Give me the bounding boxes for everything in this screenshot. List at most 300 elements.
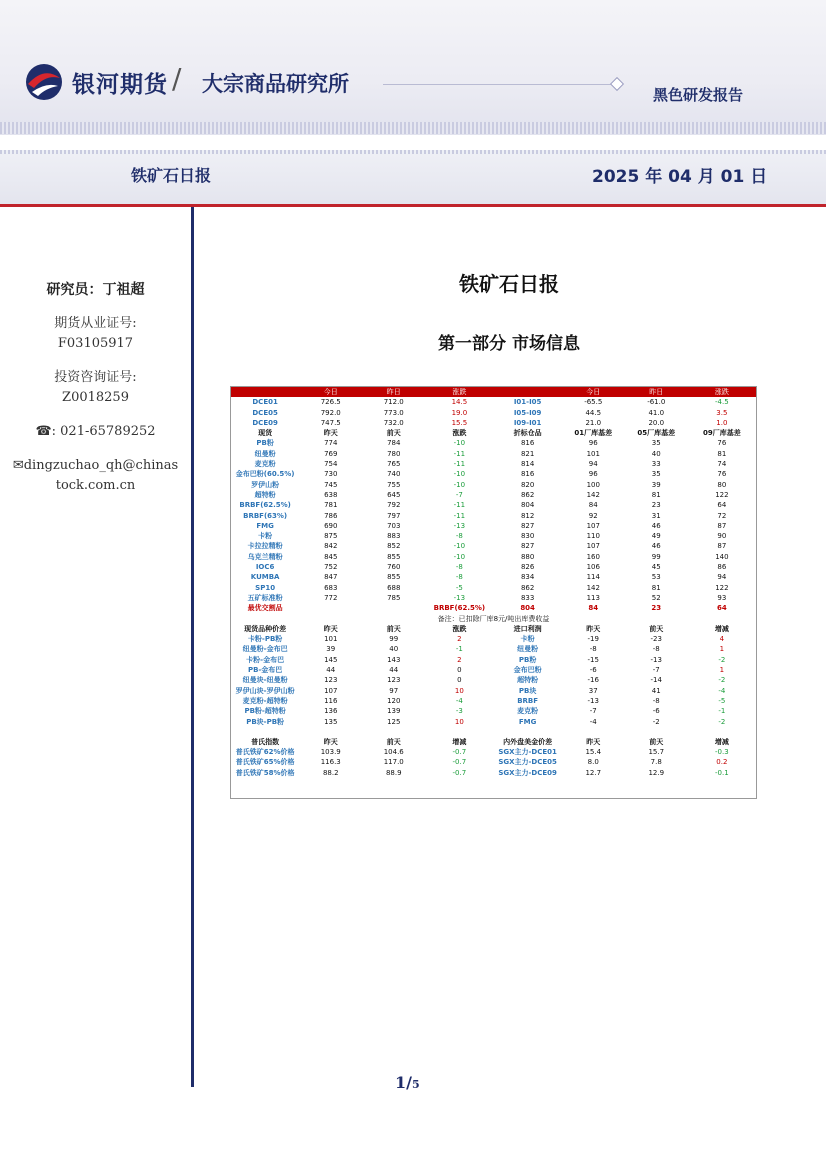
report-date: 2025 年 04 月 01 日 xyxy=(592,167,768,187)
table-cell: 涨跌 xyxy=(452,624,467,633)
table-cell: 39 xyxy=(326,645,336,654)
table-cell: -8 xyxy=(455,573,463,582)
table-row xyxy=(231,511,756,521)
table-cell: 44 xyxy=(389,666,399,675)
table-cell: 740 xyxy=(387,470,401,479)
table-cell: 99 xyxy=(651,552,661,561)
table-cell: 87 xyxy=(717,521,727,530)
table-cell: PB块-PB粉 xyxy=(246,717,285,726)
table-cell: 31 xyxy=(651,511,661,520)
table-cell: 涨跌 xyxy=(688,387,756,397)
table-cell: 内外盘美金价差 xyxy=(503,737,553,746)
table-cell: 增减 xyxy=(452,737,467,746)
table-cell: 1 xyxy=(719,666,725,675)
red-divider xyxy=(0,204,826,207)
table-cell: 81 xyxy=(651,583,661,592)
table-cell: 35 xyxy=(651,439,661,448)
table-cell: 745 xyxy=(324,480,338,489)
table-cell: -3 xyxy=(455,707,463,716)
table-cell: 139 xyxy=(387,707,401,716)
table-cell: 8.0 xyxy=(587,758,599,767)
table-cell: -0.7 xyxy=(452,748,467,757)
table-row xyxy=(231,644,756,654)
table-cell: 卡粉 xyxy=(258,532,273,541)
table-cell: -7 xyxy=(589,707,597,716)
table-cell: 23 xyxy=(651,501,661,510)
table-cell: 703 xyxy=(387,521,401,530)
table-cell: -10 xyxy=(453,439,466,448)
table-cell: 772 xyxy=(324,593,338,602)
table-row xyxy=(231,696,756,706)
table-cell: 765 xyxy=(387,460,401,469)
table-cell: 804 xyxy=(520,604,535,613)
table-cell: -8 xyxy=(652,645,660,654)
table-cell: KUMBA xyxy=(250,573,280,582)
table-cell: 116 xyxy=(324,696,338,705)
table-cell: -10 xyxy=(453,542,466,551)
table-row xyxy=(231,655,756,665)
table-cell: 834 xyxy=(520,573,535,582)
table-cell: -8 xyxy=(652,696,660,705)
table-cell: 昨日 xyxy=(362,387,425,397)
table-cell: 852 xyxy=(387,542,401,551)
table-cell: 732.0 xyxy=(383,418,404,427)
table-cell: 96 xyxy=(588,470,598,479)
table-cell: 纽曼粉-金布巴 xyxy=(242,645,288,654)
table-cell: 普氏指数 xyxy=(251,737,280,746)
table-cell: -7 xyxy=(455,490,463,499)
table-cell: -7 xyxy=(652,666,660,675)
phone: ☎: 021-65789252 xyxy=(35,424,156,439)
table-cell: 23 xyxy=(651,604,662,613)
table-cell: -0.7 xyxy=(452,758,467,767)
table-cell: 792.0 xyxy=(320,408,341,417)
license-number: F03105917 xyxy=(57,336,134,351)
table-cell: 845 xyxy=(324,552,338,561)
table-cell: 五矿标准粉 xyxy=(247,593,283,602)
table-cell: 773.0 xyxy=(383,408,404,417)
table-row xyxy=(231,480,756,490)
table-cell: 3.5 xyxy=(716,408,728,417)
table-cell: PB块 xyxy=(518,686,537,695)
table-cell: 752 xyxy=(324,563,338,572)
table-cell: 76 xyxy=(717,470,727,479)
table-row xyxy=(231,459,756,469)
table-cell: 10 xyxy=(454,686,464,695)
table-cell: 125 xyxy=(387,717,401,726)
table-cell: -61.0 xyxy=(647,398,666,407)
table-row xyxy=(231,768,756,778)
table-cell: -0.1 xyxy=(715,768,729,777)
band-stripe xyxy=(0,150,826,154)
table-cell: 罗伊山块-罗伊山粉 xyxy=(235,686,295,695)
table-cell: -13 xyxy=(453,521,466,530)
table-cell: 卡拉拉精粉 xyxy=(247,542,283,551)
table-cell: 754 xyxy=(324,460,338,469)
table-cell: 昨天 xyxy=(586,737,601,746)
table-cell: 41 xyxy=(651,686,661,695)
table-cell: -6 xyxy=(652,707,660,716)
table-cell: 33 xyxy=(651,460,661,469)
email-line-2[interactable]: tock.com.cn xyxy=(55,478,136,493)
table-cell: 142 xyxy=(586,583,600,592)
table-row xyxy=(231,531,756,541)
table-row xyxy=(231,428,756,438)
table-cell: 前天 xyxy=(649,737,664,746)
table-cell: 726.5 xyxy=(320,398,341,407)
table-cell: 90 xyxy=(717,532,727,541)
table-row xyxy=(231,397,756,407)
table-cell: 92 xyxy=(588,511,598,520)
table-cell: 93 xyxy=(717,593,727,602)
table-cell: 现货 xyxy=(258,429,273,438)
table-cell: 普氏铁矿58%价格 xyxy=(235,768,295,777)
table-row xyxy=(231,717,756,727)
table-cell: 712.0 xyxy=(383,398,404,407)
table-cell: 81 xyxy=(717,449,727,458)
table-cell: 4 xyxy=(719,635,725,644)
table-cell: BRBF xyxy=(517,696,539,705)
table-cell: 797 xyxy=(387,511,401,520)
table-cell: 638 xyxy=(324,490,338,499)
table-cell: 86 xyxy=(717,563,727,572)
table-cell: 超特粉 xyxy=(254,490,276,499)
table-cell: 15.5 xyxy=(451,418,468,427)
table-cell: 84 xyxy=(588,501,598,510)
email-line-1[interactable]: ✉dingzuchao_qh@chinas xyxy=(12,458,179,473)
table-cell: 114 xyxy=(586,573,600,582)
market-info-table xyxy=(230,386,757,799)
table-cell: -10 xyxy=(453,552,466,561)
table-cell: 增减 xyxy=(714,737,729,746)
table-cell: -13 xyxy=(587,696,599,705)
table-cell: 81 xyxy=(651,490,661,499)
table-cell: 113 xyxy=(586,593,600,602)
section-title: 第一部分 市场信息 xyxy=(438,334,580,354)
table-cell: 昨天 xyxy=(586,624,601,633)
galaxy-logo-icon xyxy=(24,62,64,102)
table-cell: 44 xyxy=(326,666,336,675)
table-row xyxy=(231,686,756,696)
table-cell: SP10 xyxy=(255,583,276,592)
table-cell xyxy=(231,387,299,397)
table-cell: 883 xyxy=(387,532,401,541)
table-cell: 855 xyxy=(387,552,401,561)
table-cell: 830 xyxy=(520,532,535,541)
table-cell: 前天 xyxy=(386,737,401,746)
table-cell: 855 xyxy=(387,573,401,582)
table-cell: 20.0 xyxy=(648,418,665,427)
table-cell: SGX主力-DCE09 xyxy=(498,768,557,777)
table-cell: 135 xyxy=(324,717,338,726)
table-cell: 87 xyxy=(717,542,727,551)
table-cell: SGX主力-DCE01 xyxy=(498,748,557,757)
table-row xyxy=(231,500,756,510)
page-title: 铁矿石日报 xyxy=(459,272,559,296)
table-cell: 40 xyxy=(389,645,399,654)
table-row xyxy=(231,737,756,747)
table-cell: 814 xyxy=(520,460,535,469)
researcher-sidebar xyxy=(0,280,191,496)
table-cell: -0.7 xyxy=(452,768,467,777)
table-cell: 816 xyxy=(520,470,535,479)
table-cell: 747.5 xyxy=(320,418,341,427)
table-cell: 纽曼块-纽曼粉 xyxy=(242,676,288,685)
table-cell: 690 xyxy=(324,521,338,530)
table-cell: 781 xyxy=(324,501,338,510)
table-cell: 97 xyxy=(389,686,399,695)
table-cell xyxy=(494,387,562,397)
table-row xyxy=(231,418,756,428)
table-cell: 45 xyxy=(651,563,661,572)
table-row xyxy=(231,706,756,716)
table-cell: 12.9 xyxy=(648,768,665,777)
table-cell: 昨天 xyxy=(323,429,338,438)
table-cell: 15.7 xyxy=(648,748,665,757)
table-cell: 683 xyxy=(324,583,338,592)
table-row xyxy=(231,675,756,685)
table-cell: -15 xyxy=(587,655,599,664)
header-rule xyxy=(383,84,615,85)
table-cell: 纽曼粉 xyxy=(254,449,276,458)
table-cell: 前天 xyxy=(386,429,401,438)
table-cell: 107 xyxy=(324,686,338,695)
table-cell: 19.0 xyxy=(451,408,468,417)
table-cell: 120 xyxy=(387,696,401,705)
table-cell: -10 xyxy=(453,480,466,489)
table-row xyxy=(231,614,756,624)
table-cell: 麦克粉-超特粉 xyxy=(242,696,288,705)
table-row xyxy=(231,449,756,459)
table-cell: 104.6 xyxy=(383,748,404,757)
table-row xyxy=(231,727,756,737)
table-row xyxy=(231,665,756,675)
table-cell: 862 xyxy=(520,583,535,592)
institute-name: 大宗商品研究所 xyxy=(202,72,349,96)
table-cell: BRBF(63%) xyxy=(243,511,288,520)
table-cell: 755 xyxy=(387,480,401,489)
table-cell: BRBF(62.5%) xyxy=(433,604,486,613)
table-cell: 816 xyxy=(520,439,535,448)
table-cell: 72 xyxy=(717,511,727,520)
table-cell: -23 xyxy=(650,635,662,644)
table-cell: 875 xyxy=(324,532,338,541)
table-row xyxy=(231,572,756,582)
table-cell: -65.5 xyxy=(584,398,603,407)
table-row xyxy=(231,490,756,500)
table-cell: 44.5 xyxy=(585,408,602,417)
table-cell: 普氏铁矿65%价格 xyxy=(235,758,295,767)
table-cell: 826 xyxy=(520,563,535,572)
table-cell: -14 xyxy=(650,676,662,685)
table-cell: 前天 xyxy=(386,624,401,633)
table-cell: 833 xyxy=(520,593,535,602)
table-cell: 80 xyxy=(717,480,727,489)
table-cell: 645 xyxy=(387,490,401,499)
table-cell: 超特粉 xyxy=(517,676,539,685)
table-cell: 1.0 xyxy=(716,418,728,427)
table-cell: 乌克兰精粉 xyxy=(247,552,283,561)
table-cell: 进口利润 xyxy=(513,624,542,633)
table-cell xyxy=(362,603,425,613)
table-cell: 784 xyxy=(387,439,401,448)
table-cell: 780 xyxy=(387,449,401,458)
table-cell: 增减 xyxy=(714,624,729,633)
table-cell: 107 xyxy=(586,521,600,530)
table-cell: 74 xyxy=(717,460,727,469)
table-cell: 880 xyxy=(520,552,535,561)
table-cell: 49 xyxy=(651,532,661,541)
table-cell: 今日 xyxy=(562,387,625,397)
table-row xyxy=(231,408,756,418)
table-cell: 罗伊山粉 xyxy=(251,480,280,489)
table-cell: 37 xyxy=(588,686,598,695)
table-cell: 64 xyxy=(717,501,727,510)
table-cell: 142 xyxy=(586,490,600,499)
table-cell: -16 xyxy=(587,676,599,685)
table-cell: -11 xyxy=(453,511,466,520)
table-cell: 12.7 xyxy=(585,768,602,777)
table-cell: 普氏铁矿62%价格 xyxy=(235,748,295,757)
table-cell: 123 xyxy=(387,676,401,685)
table-cell: DCE01 xyxy=(252,398,278,407)
table-cell: BRBF(62.5%) xyxy=(239,501,291,510)
table-cell: -1 xyxy=(455,645,463,654)
table-cell: 786 xyxy=(324,511,338,520)
table-cell: -2 xyxy=(718,655,726,664)
table-cell: 最优交割品 xyxy=(247,604,283,613)
table-cell: 1 xyxy=(719,645,725,654)
table-cell: 麦克粉 xyxy=(517,707,539,716)
table-row xyxy=(231,757,756,767)
table-cell: 09厂库基差 xyxy=(703,429,741,438)
table-cell: 117.0 xyxy=(383,758,404,767)
table-cell: 41.0 xyxy=(648,408,665,417)
table-cell: -6 xyxy=(589,666,597,675)
table-cell: 688 xyxy=(387,583,401,592)
table-cell: 122 xyxy=(715,583,729,592)
table-cell: PB-金布巴 xyxy=(247,666,283,675)
table-cell: -19 xyxy=(587,635,599,644)
table-cell: -13 xyxy=(650,655,662,664)
table-cell: -5 xyxy=(455,583,463,592)
market-table xyxy=(231,387,756,778)
header-stripe xyxy=(0,122,826,134)
table-row xyxy=(231,562,756,572)
table-row xyxy=(231,541,756,551)
table-cell: 39 xyxy=(651,480,661,489)
table-cell: 88.9 xyxy=(385,768,402,777)
table-cell: -2 xyxy=(652,717,660,726)
table-cell: 160 xyxy=(586,552,600,561)
table-row xyxy=(231,634,756,644)
table-cell: -2 xyxy=(718,676,726,685)
table-cell xyxy=(231,727,756,737)
table-cell: 116.3 xyxy=(320,758,341,767)
table-cell: PB粉 xyxy=(256,439,274,448)
table-cell: -11 xyxy=(453,501,466,510)
table-row xyxy=(231,387,756,397)
table-cell: I01-I05 xyxy=(513,398,542,407)
table-cell: 金布巴粉(60.5%) xyxy=(235,470,295,479)
table-cell: 792 xyxy=(387,501,401,510)
table-cell: 804 xyxy=(520,501,535,510)
table-cell: 15.4 xyxy=(585,748,602,757)
table-cell: DCE05 xyxy=(252,408,278,417)
table-cell: FMG xyxy=(518,717,537,726)
table-cell: 103.9 xyxy=(320,748,341,757)
table-cell: 纽曼粉 xyxy=(517,645,539,654)
table-cell: 昨日 xyxy=(625,387,688,397)
table-cell: 107 xyxy=(586,542,600,551)
table-cell: 46 xyxy=(651,521,661,530)
table-cell: 94 xyxy=(588,460,598,469)
table-cell: -11 xyxy=(453,460,466,469)
table-cell: 昨天 xyxy=(323,737,338,746)
table-cell: 现货品种价差 xyxy=(244,624,287,633)
table-cell: 106 xyxy=(586,563,600,572)
table-cell: 卡粉-PB粉 xyxy=(247,635,283,644)
table-cell: PB粉-超特粉 xyxy=(244,707,286,716)
table-cell: 0 xyxy=(457,666,462,675)
table-cell: 昨天 xyxy=(323,624,338,633)
table-cell: 2 xyxy=(457,635,462,644)
table-cell: 820 xyxy=(520,480,535,489)
table-cell: IOC6 xyxy=(255,563,275,572)
table-cell: -8 xyxy=(455,532,463,541)
table-cell: 847 xyxy=(324,573,338,582)
table-cell: -1 xyxy=(718,707,726,716)
table-cell: -4 xyxy=(718,686,726,695)
table-row xyxy=(231,552,756,562)
table-cell xyxy=(299,603,362,613)
page-current: 1/ xyxy=(395,1073,412,1092)
table-cell: -4.5 xyxy=(715,398,729,407)
table-cell: 0 xyxy=(457,676,462,685)
table-cell: DCE09 xyxy=(252,418,278,427)
table-cell: -2 xyxy=(718,717,726,726)
table-cell: 64 xyxy=(717,604,727,613)
report-title: 铁矿石日报 xyxy=(131,166,212,185)
researcher-name: 研究员：丁祖超 xyxy=(46,282,145,298)
table-cell: 14.5 xyxy=(451,398,468,407)
table-cell: -10 xyxy=(453,470,466,479)
table-cell: 涨跌 xyxy=(452,429,467,438)
table-cell: 136 xyxy=(324,707,338,716)
table-cell: PB粉 xyxy=(518,655,537,664)
table-row xyxy=(231,603,756,613)
table-cell: 金布巴粉 xyxy=(513,666,542,675)
table-cell: 84 xyxy=(588,604,599,613)
table-cell: -0.3 xyxy=(715,748,729,757)
table-cell: 2 xyxy=(457,655,462,664)
table-cell: 821 xyxy=(520,449,535,458)
consult-number: Z0018259 xyxy=(62,390,129,405)
page-number xyxy=(395,1073,420,1092)
table-cell: -4 xyxy=(589,717,597,726)
table-row xyxy=(231,469,756,479)
table-cell: 101 xyxy=(586,449,600,458)
table-cell: I05-I09 xyxy=(513,408,542,417)
table-cell: 01厂库基差 xyxy=(574,429,613,438)
table-cell: 110 xyxy=(586,532,600,541)
table-cell: 94 xyxy=(717,573,727,582)
table-cell: 卡粉 xyxy=(520,635,535,644)
table-cell: -8 xyxy=(589,645,597,654)
table-cell: 100 xyxy=(586,480,600,489)
table-cell: 862 xyxy=(520,490,535,499)
table-cell: 122 xyxy=(715,490,729,499)
